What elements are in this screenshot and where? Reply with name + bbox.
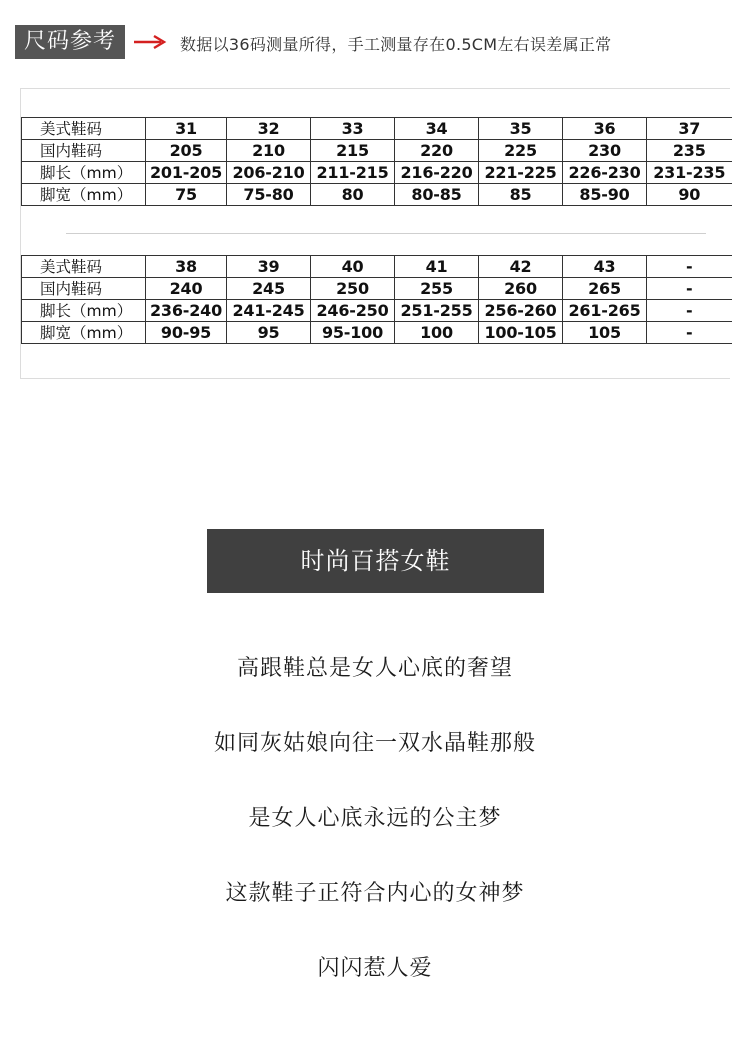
- description-line: 是女人心底永远的公主梦: [248, 806, 502, 831]
- table-cell: 100: [395, 322, 479, 344]
- table-cell: 37: [647, 118, 732, 140]
- table-cell: 230: [563, 140, 647, 162]
- measurement-note: 数据以36码测量所得，手工测量存在0.5CM左右误差属正常: [180, 35, 612, 54]
- row-label: 美式鞋码: [22, 118, 146, 140]
- table-cell: 105: [563, 322, 647, 344]
- table-cell: 236-240: [146, 300, 227, 322]
- table-cell: 95: [227, 322, 311, 344]
- table-cell: 43: [563, 256, 647, 278]
- size-reference-header: [0, 0, 750, 80]
- table-row-cn-size: [22, 140, 732, 162]
- table-row-cn-size: [22, 278, 732, 300]
- table-cell: 205: [146, 140, 227, 162]
- row-label: 脚长（mm）: [22, 162, 146, 184]
- table-cell: 95-100: [311, 322, 395, 344]
- description-line: 高跟鞋总是女人心底的奢望: [236, 656, 513, 681]
- description-line: 如同灰姑娘向往一双水晶鞋那般: [213, 731, 536, 756]
- row-label: 国内鞋码: [22, 140, 146, 162]
- table-cell: 39: [227, 256, 311, 278]
- table-cell: 250: [311, 278, 395, 300]
- size-chart: [20, 88, 730, 379]
- table-cell: 221-225: [479, 162, 563, 184]
- row-label: 国内鞋码: [22, 278, 146, 300]
- table-cell: 210: [227, 140, 311, 162]
- table-row-foot-width: [22, 322, 732, 344]
- table-cell: 75-80: [227, 184, 311, 206]
- table-cell: 100-105: [479, 322, 563, 344]
- arrow-right-icon: [133, 34, 167, 50]
- table-cell: 35: [479, 118, 563, 140]
- table-cell: 240: [146, 278, 227, 300]
- table-cell: 34: [395, 118, 479, 140]
- table-cell: 261-265: [563, 300, 647, 322]
- table-cell: 265: [563, 278, 647, 300]
- row-label: 美式鞋码: [22, 256, 146, 278]
- description-line: 这款鞋子正符合内心的女神梦: [225, 881, 525, 906]
- table-cell: 85: [479, 184, 563, 206]
- table-cell: -: [647, 278, 732, 300]
- table-cell: 235: [647, 140, 732, 162]
- table-cell: 38: [146, 256, 227, 278]
- table-cell: 246-250: [311, 300, 395, 322]
- table-cell: 31: [146, 118, 227, 140]
- table-cell: -: [647, 300, 732, 322]
- size-reference-label: 尺码参考: [15, 25, 125, 59]
- table-cell: 256-260: [479, 300, 563, 322]
- table-row-foot-length: [22, 162, 732, 184]
- table-cell: 36: [563, 118, 647, 140]
- table-cell: 85-90: [563, 184, 647, 206]
- table-row-us-size: [22, 256, 732, 278]
- description-line: 闪闪惹人爱: [317, 956, 433, 981]
- table-cell: 33: [311, 118, 395, 140]
- table-cell: 80: [311, 184, 395, 206]
- table-cell: 75: [146, 184, 227, 206]
- table-cell: 40: [311, 256, 395, 278]
- table-cell: 42: [479, 256, 563, 278]
- table-cell: 251-255: [395, 300, 479, 322]
- table-cell: 260: [479, 278, 563, 300]
- table-cell: 90-95: [146, 322, 227, 344]
- table-cell: 32: [227, 118, 311, 140]
- size-table-part2: [21, 255, 732, 344]
- table-cell: -: [647, 322, 732, 344]
- table-cell: -: [647, 256, 732, 278]
- row-label: 脚宽（mm）: [22, 184, 146, 206]
- table-divider: [66, 233, 706, 234]
- table-cell: 90: [647, 184, 732, 206]
- table-cell: 201-205: [146, 162, 227, 184]
- table-cell: 225: [479, 140, 563, 162]
- section-title-banner: 时尚百搭女鞋: [207, 529, 544, 593]
- table-cell: 255: [395, 278, 479, 300]
- table-cell: 41: [395, 256, 479, 278]
- table-row-us-size: [22, 118, 732, 140]
- table-cell: 241-245: [227, 300, 311, 322]
- table-cell: 231-235: [647, 162, 732, 184]
- table-cell: 220: [395, 140, 479, 162]
- table-cell: 215: [311, 140, 395, 162]
- table-cell: 206-210: [227, 162, 311, 184]
- table-row-foot-width: [22, 184, 732, 206]
- table-cell: 211-215: [311, 162, 395, 184]
- table-row-foot-length: [22, 300, 732, 322]
- table-cell: 245: [227, 278, 311, 300]
- table-cell: 80-85: [395, 184, 479, 206]
- table-cell: 216-220: [395, 162, 479, 184]
- table-cell: 226-230: [563, 162, 647, 184]
- size-table-part1: [21, 117, 732, 206]
- row-label: 脚长（mm）: [22, 300, 146, 322]
- row-label: 脚宽（mm）: [22, 322, 146, 344]
